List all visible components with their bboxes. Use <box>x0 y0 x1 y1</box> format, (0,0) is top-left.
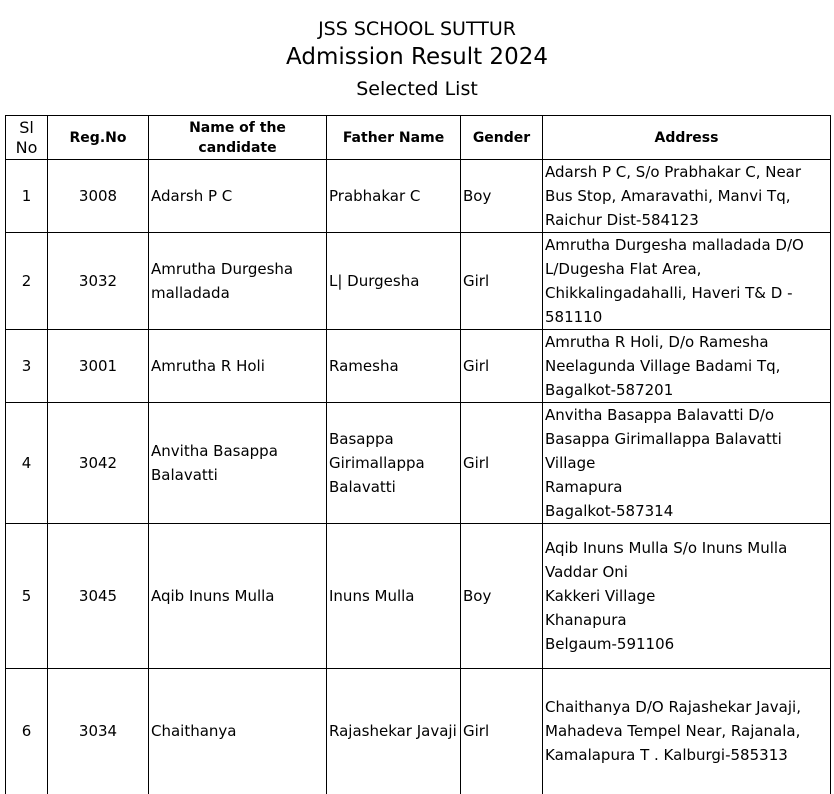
cell-sl: 5 <box>6 524 48 669</box>
cell-gender: Boy <box>461 524 543 669</box>
cell-name: Chaithanya <box>149 669 327 794</box>
results-table <box>5 115 831 794</box>
table-row <box>6 403 831 524</box>
cell-address: Amrutha R Holi, D/o Ramesha Neelagunda Village Badami Tq, Bagalkot-587201 <box>543 330 831 403</box>
col-header-father: Father Name <box>327 116 461 160</box>
cell-name: Amrutha Durgesha malladada <box>149 233 327 330</box>
table-header-row <box>6 116 831 160</box>
cell-reg: 3001 <box>48 330 149 403</box>
cell-father: Basappa Girimallappa Balavatti <box>327 403 461 524</box>
cell-address: Amrutha Durgesha malladada D/O L/Dugesha Flat Area, Chikkalingadahalli, Haveri T& D - 581110 <box>543 233 831 330</box>
table-row <box>6 160 831 233</box>
cell-name: Adarsh P C <box>149 160 327 233</box>
cell-gender: Girl <box>461 403 543 524</box>
cell-name: Amrutha R Holi <box>149 330 327 403</box>
cell-gender: Girl <box>461 330 543 403</box>
cell-address: Anvitha Basappa Balavatti D/o Basappa Girimallappa Balavatti Village Ramapura Bagalkot-587314 <box>543 403 831 524</box>
cell-reg: 3032 <box>48 233 149 330</box>
school-name: JSS SCHOOL SUTTUR <box>318 18 516 40</box>
cell-gender: Girl <box>461 669 543 794</box>
table-row <box>6 669 831 794</box>
table-row <box>6 524 831 669</box>
cell-sl: 1 <box>6 160 48 233</box>
cell-sl: 3 <box>6 330 48 403</box>
cell-father: Rajashekar Javaji <box>327 669 461 794</box>
page-subtitle: Selected List <box>356 78 478 100</box>
cell-sl: 4 <box>6 403 48 524</box>
col-header-name: Name of the candidate <box>149 116 327 160</box>
table-row <box>6 233 831 330</box>
page-title: Admission Result 2024 <box>286 44 548 70</box>
cell-address: Chaithanya D/O Rajashekar Javaji, Mahadeva Tempel Near, Rajanala, Kamalapura T . Kalburgi-585313 <box>543 669 831 794</box>
cell-name: Anvitha Basappa Balavatti <box>149 403 327 524</box>
cell-reg: 3045 <box>48 524 149 669</box>
cell-name: Aqib Inuns Mulla <box>149 524 327 669</box>
col-header-gender: Gender <box>461 116 543 160</box>
cell-address: Adarsh P C, S/o Prabhakar C, Near Bus Stop, Amaravathi, Manvi Tq, Raichur Dist-584123 <box>543 160 831 233</box>
cell-sl: 6 <box>6 669 48 794</box>
cell-father: Prabhakar C <box>327 160 461 233</box>
cell-address: Aqib Inuns Mulla S/o Inuns Mulla Vaddar Oni Kakkeri Village Khanapura Belgaum-591106 <box>543 524 831 669</box>
cell-father: L| Durgesha <box>327 233 461 330</box>
cell-gender: Girl <box>461 233 543 330</box>
cell-reg: 3042 <box>48 403 149 524</box>
table-row <box>6 330 831 403</box>
cell-sl: 2 <box>6 233 48 330</box>
col-header-sl-label: Sl No <box>15 117 38 157</box>
col-header-address: Address <box>543 116 831 160</box>
cell-gender: Boy <box>461 160 543 233</box>
col-header-sl-no <box>6 116 48 160</box>
cell-father: Inuns Mulla <box>327 524 461 669</box>
cell-reg: 3008 <box>48 160 149 233</box>
col-header-reg-no: Reg.No <box>48 116 149 160</box>
cell-reg: 3034 <box>48 669 149 794</box>
cell-father: Ramesha <box>327 330 461 403</box>
